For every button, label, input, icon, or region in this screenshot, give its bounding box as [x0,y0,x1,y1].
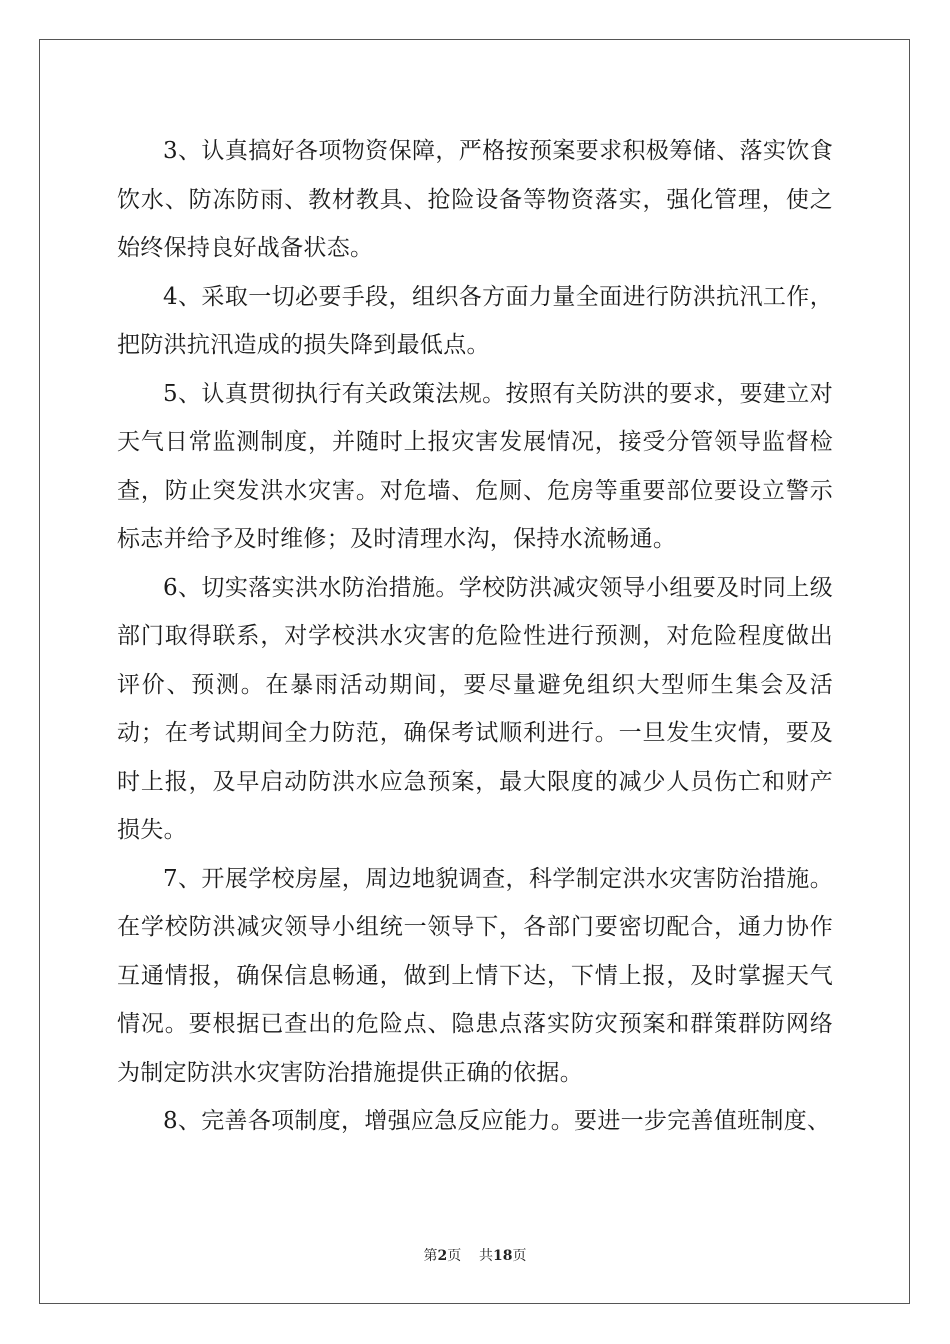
paragraph-8: 8、完善各项制度，增强应急反应能力。要进一步完善值班制度、 [163,1108,831,1134]
page-number: 2 [437,1248,448,1264]
paragraph-7: 7、开展学校房屋，周边地貌调查，科学制定洪水灾害防治措施。在学校防洪减灾领导小组统一领导下，各部门要密切配合，通力协作互通情报，确保信息畅通，做到上情下达，下情上报，及时掌握天气情况。要根据已查出的危险点、隐患点落实防灾预案和群策群防网络为制定防洪水灾害防治措施提供正确的依据。 [117,865,833,1086]
paragraph-3: 3、认真搞好各项物资保障，严格按预案要求积极筹储、落实饮食饮水、防冻防雨、教材教具、抢险设备等物资落实，强化管理，使之始终保持良好战备状态。 [117,138,833,261]
total-prefix: 共 [479,1248,494,1264]
document-body [117,127,833,1146]
page-suffix: 页 [447,1248,462,1264]
total-suffix: 页 [512,1248,527,1264]
paragraph-6: 6、切实落实洪水防治措施。学校防洪减灾领导小组要及时同上级部门取得联系，对学校洪水灾害的危险性进行预测，对危险程度做出评价、预测。在暴雨活动期间，要尽量避免组织大型师生集会及活动；在考试期间全力防范，确保考试顺利进行。一旦发生灾情，要及时上报，及早启动防洪水应急预案，最大限度的减少人员伤亡和财产损失。 [117,574,833,843]
page-prefix: 第 [423,1248,438,1264]
paragraph-4: 4、采取一切必要手段，组织各方面力量全面进行防洪抗汛工作，把防洪抗汛造成的损失降到最低点。 [117,283,833,358]
total-pages: 18 [493,1248,513,1264]
paragraph-5: 5、认真贯彻执行有关政策法规。按照有关防洪的要求，要建立对天气日常监测制度，并随时上报灾害发展情况，接受分管领导监督检查，防止突发洪水灾害。对危墙、危厕、危房等重要部位要设立警示标志并给予及时维修；及时清理水沟，保持水流畅通。 [117,380,833,552]
page-footer [0,1245,950,1265]
